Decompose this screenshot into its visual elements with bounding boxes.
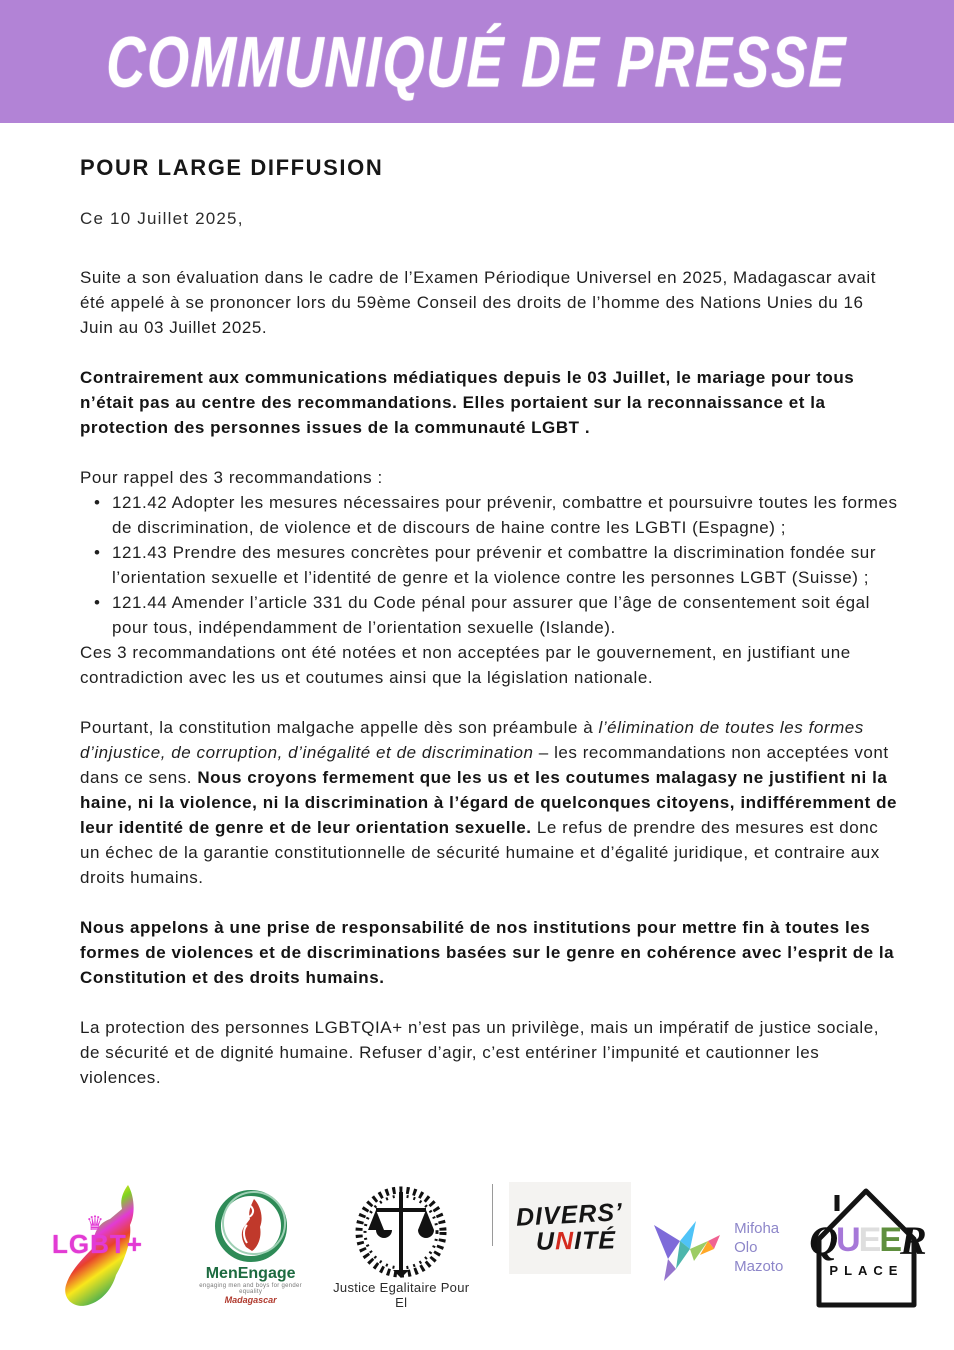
scales-wreath-icon (346, 1184, 456, 1288)
constitution-seg-italic: l’élimination de toutes les formes d’injustice, de corruption, d’inégalité et de discrimination (80, 718, 864, 762)
lgbt-plus-label: LGBT+ (52, 1229, 143, 1259)
banner-title: COMMUNIQUÉ DE PRESSE (105, 21, 849, 102)
recommendation-121-42: • 121.42 Adopter les mesures nécessaires pour prévenir, combattre et poursuivre toutes les formes de discrimination, de violence et de discours de haine contre les LGBTI (Espagne) ; (94, 490, 902, 540)
queer-letter-e1: E (858, 1221, 882, 1259)
logo-justice-egalitaire (326, 1184, 476, 1310)
constitution-seg-3: Le refus de prendre des mesures est donc un échec de la garantie constitutionnelle de sécurité humaine et d’égalité juridique, et contraire aux droits humains. (80, 818, 880, 887)
recommendations-intro: Pour rappel des 3 recommandations : (80, 468, 383, 487)
mifoha-line3: Mazoto (734, 1257, 784, 1275)
recommendation-121-44: • 121.44 Amender l’article 331 du Code pénal pour assurer que l’âge de consentement soit égal pour tous, indépendamment de l’orientation sexuelle (Islande). (94, 590, 902, 640)
intro-paragraph: Suite a son évaluation dans le cadre de l’Examen Périodique Universel en 2025, Madagascar avait été appelé à se prononcer lors du 59ème Conseil des droits de l’homme des Nations Unies du 16 Juin au 03 Juillet 2025. (80, 268, 876, 337)
divers-n-red: N (555, 1227, 575, 1256)
queer-letter-u: U (836, 1221, 861, 1259)
media-clarification-paragraph: Contrairement aux communications médiatiques depuis le 03 Juillet, le mariage pour tous n’était pas au centre des recommandations. Elles portaient sur la reconnaissance et la protection des personnes issues de la communauté LGBT . (80, 368, 855, 437)
place-word: PLACE (829, 1263, 904, 1278)
queer-letter-r: R (900, 1218, 927, 1263)
divers-line2 (536, 1227, 616, 1254)
logo-queer-place (799, 1177, 934, 1317)
final-paragraph: La protection des personnes LGBTQIA+ n’est pas un privilège, mais un impératif de justice sociale, de sécurité et de dignité humaine. Refuser d’agir, c’est entériner l’impunité et cautionner les violences. (80, 1018, 879, 1087)
logo-lgbt-plus (40, 1177, 175, 1317)
origami-bird-icon (646, 1207, 726, 1287)
press-release-banner (0, 0, 954, 123)
mifoha-line1: Mifoha (734, 1219, 780, 1237)
date-line: Ce 10 Juillet 2025, (80, 209, 244, 228)
constitution-seg-bold: Nous croyons fermement que les us et les coutumes malagasy ne justifient ni la haine, ni la violence, ni la discrimination à l’égard de quelconques citoyens, indifféremment de leur identité de genre et de leur orientation sexuelle. (80, 768, 898, 837)
divers-rest: ITÉ (574, 1226, 617, 1256)
menengage-circle-icon (214, 1189, 288, 1263)
divers-line1: DIVERS’ (515, 1198, 624, 1232)
menengage-subname: Madagascar (224, 1295, 277, 1305)
logo-divers-unite (509, 1182, 631, 1274)
crown-icon: ♛ (86, 1213, 104, 1235)
constitution-paragraph (80, 715, 902, 890)
menengage-name: MenEngage (205, 1265, 296, 1282)
logo-menengage (191, 1189, 311, 1305)
logo-mifoha-olo-mazoto (646, 1207, 783, 1287)
justice-caption: Justice Egalitaire Pour El (333, 1280, 470, 1310)
logo-divider-line (492, 1184, 493, 1246)
menengage-tagline: engaging men and boys for gender equality (199, 1283, 302, 1295)
mifoha-line2: Olo (734, 1238, 758, 1256)
recommendations-list (94, 490, 902, 640)
queer-word (805, 1217, 931, 1264)
constitution-seg-2: – les recommandations non acceptées vont dans ce sens. (80, 743, 889, 787)
logo-strip (0, 1172, 954, 1322)
appeal-paragraph: Nous appelons à une prise de responsabilité de nos institutions pour mettre fin à toutes les formes de violences et de discriminations basées sur le genre en cohérence avec l’esprit de la Constitution et des droits humains. (80, 918, 895, 987)
constitution-seg-1: Pourtant, la constitution malgache appelle dès son préambule à (80, 718, 599, 737)
noted-paragraph: Ces 3 recommandations ont été notées et non acceptées par le gouvernement, en justifiant une contradiction avec les us et coutumes ainsi que la législation nationale. (80, 643, 851, 687)
document-body (0, 123, 954, 1090)
mifoha-text (734, 1219, 783, 1276)
queer-letter-q: Q (809, 1218, 839, 1263)
recommendation-121-43: • 121.43 Prendre des mesures concrètes pour prévenir et combattre la discrimination fondée sur l’orientation sexuelle et l’identité de genre et la violence contre les personnes LGBT (Suisse) ; (94, 540, 902, 590)
queer-letter-e2: E (879, 1221, 903, 1259)
diffusion-heading: POUR LARGE DIFFUSION (80, 155, 384, 180)
divers-u: U (536, 1227, 556, 1256)
